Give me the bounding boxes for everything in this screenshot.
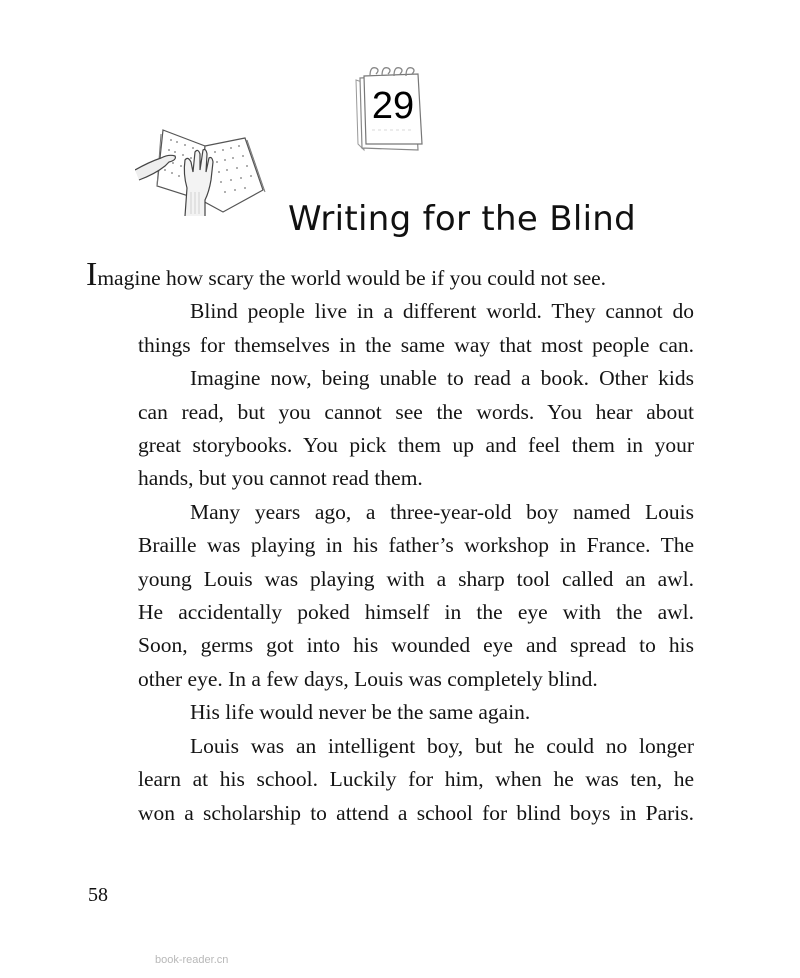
text-line: hands, but you cannot read them. xyxy=(138,466,423,491)
paragraph-4 xyxy=(86,496,694,696)
text-line: learn at his school. Luckily for him, when he was ten, he xyxy=(138,767,694,792)
text-line: Many years ago, a three-year-old boy named Louis xyxy=(190,499,694,524)
text-line: Louis was an intelligent boy, but he could no longer xyxy=(190,733,694,758)
text-line: Imagine now, being unable to read a book. Other kids xyxy=(190,366,694,391)
initial-letter: I xyxy=(86,256,98,293)
chapter-number: 29 xyxy=(371,85,415,127)
paragraph-3 xyxy=(86,362,694,496)
text-line: Blind people live in a different world. They cannot do xyxy=(190,299,694,324)
text-line: Imagine how scary the world would be if you could not see. xyxy=(86,256,607,293)
page-number: 58 xyxy=(88,884,108,906)
text-line: won a scholarship to attend a school for blind boys in Paris. xyxy=(138,800,694,825)
text-line: things for themselves in the same way that most people can. xyxy=(138,332,694,357)
chapter-body xyxy=(86,256,694,830)
paragraph-2 xyxy=(86,295,694,362)
text-line: great storybooks. You pick them up and feel them in your xyxy=(138,433,694,458)
text-line: can read, but you cannot see the words. You hear about xyxy=(138,399,694,424)
text-line: His life would never be the same again. xyxy=(190,700,531,725)
text-line: young Louis was playing with a sharp tool called an awl. xyxy=(138,566,694,591)
text-line: Braille was playing in his father’s workshop in France. The xyxy=(138,533,694,558)
chapter-title: Writing for the Blind xyxy=(288,198,637,239)
text-line: other eye. In a few days, Louis was completely blind. xyxy=(138,666,598,691)
watermark: book-reader.cn xyxy=(155,954,229,966)
paragraph-1 xyxy=(86,256,694,295)
paragraph-5 xyxy=(86,696,694,729)
text-line: Soon, germs got into his wounded eye and spread to his xyxy=(138,633,694,658)
text-line: He accidentally poked himself in the eye with the awl. xyxy=(138,600,694,625)
paragraph-6 xyxy=(86,730,694,830)
braille-book-illustration-icon xyxy=(135,108,275,218)
